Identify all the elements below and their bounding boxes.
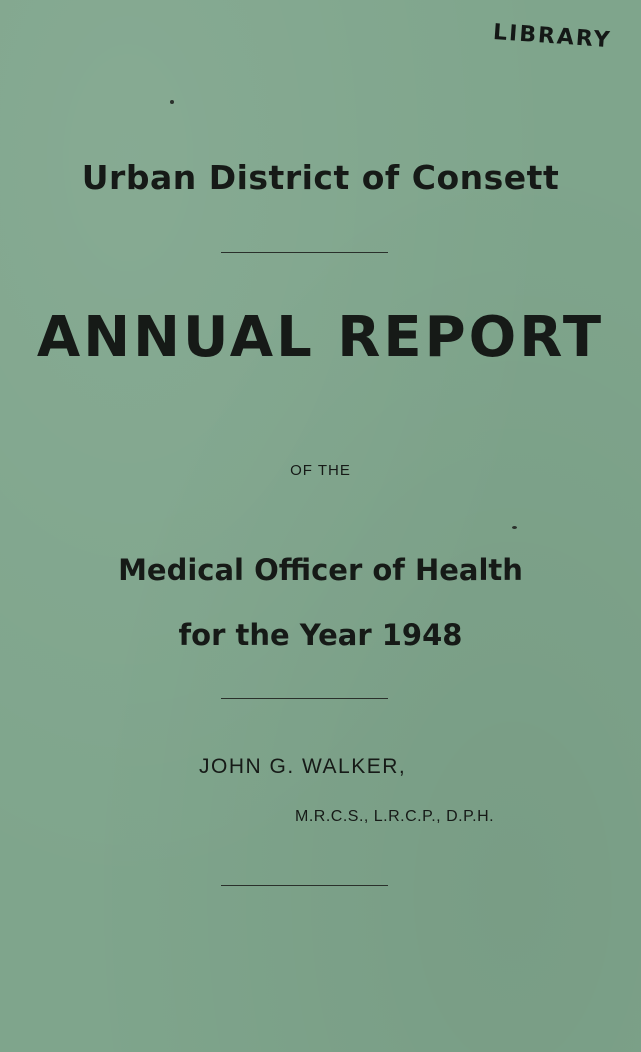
of-the-label: OF THE — [290, 462, 351, 479]
ink-speck — [170, 100, 174, 104]
district-title: Urban District of Consett — [81, 158, 560, 197]
divider-rule — [221, 885, 388, 886]
divider-rule — [221, 698, 388, 699]
report-title: ANNUAL REPORT — [36, 305, 605, 370]
year-line: for the Year 1948 — [178, 618, 463, 652]
library-stamp: LIBRARY — [492, 20, 613, 54]
author-name: JOHN G. WALKER, — [199, 755, 407, 778]
subject-title: Medical Officer of Health — [118, 553, 523, 587]
divider-rule — [221, 252, 388, 253]
ink-speck — [512, 526, 517, 529]
author-qualifications: M.R.C.S., L.R.C.P., D.P.H. — [295, 808, 495, 825]
